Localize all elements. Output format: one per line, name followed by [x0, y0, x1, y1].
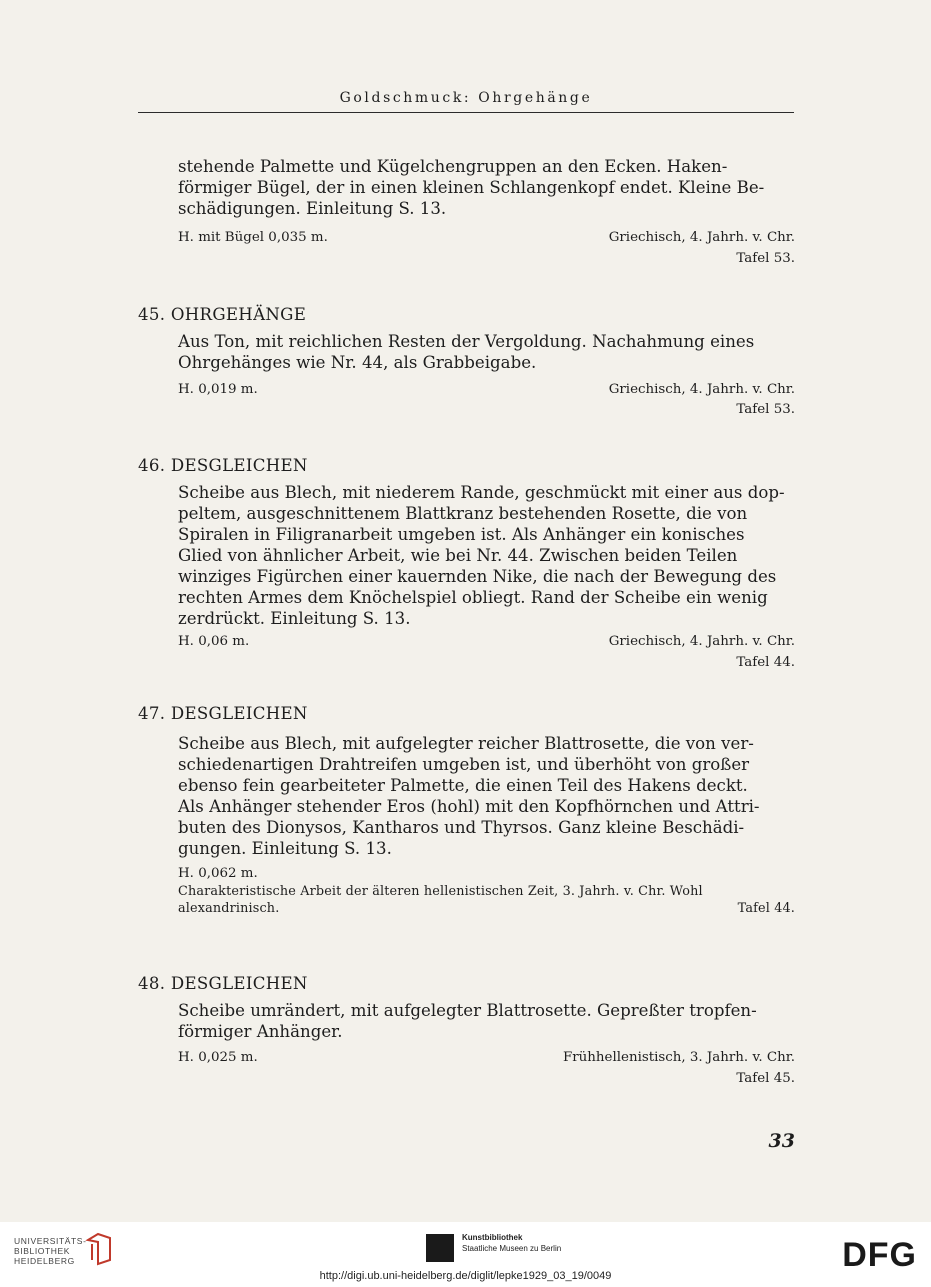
height-label: H. mit Bügel 0,035 m.: [178, 230, 328, 245]
origin-label: Griechisch, 4. Jahrh. v. Chr.: [608, 634, 795, 649]
text-line: Als Anhänger stehender Eros (hohl) mit den Kopfhörnchen und Attri-: [178, 797, 760, 816]
text-line: gungen. Einleitung S. 13.: [178, 839, 392, 858]
kunstbibliothek-label: [462, 1232, 561, 1254]
origin-label: Griechisch, 4. Jahrh. v. Chr.: [608, 382, 795, 397]
note-line-with-tafel: [178, 900, 795, 917]
entry-text: [178, 331, 795, 373]
text-line: Glied von ähnlicher Arbeit, wie bei Nr. 44. Zwischen beiden Teilen: [178, 546, 738, 565]
text-line: Scheibe aus Blech, mit niederem Rande, geschmückt mit einer aus dop-: [178, 483, 785, 502]
tafel-label: Tafel 45.: [736, 1071, 795, 1086]
entry-meta: [178, 634, 795, 649]
logo-text-line: UNIVERSITÄTS-: [14, 1236, 87, 1246]
text-line: ebenso fein gearbeiteter Palmette, die einen Teil des Hakens deckt.: [178, 776, 748, 795]
intro-meta: [178, 230, 795, 245]
text-line: Scheibe aus Blech, mit aufgelegter reicher Blattrosette, die von ver-: [178, 734, 754, 753]
logo-text-line: HEIDELBERG: [14, 1256, 75, 1266]
text-line: Spiralen in Filigranarbeit umgeben ist. Als Anhänger ein konisches: [178, 525, 745, 544]
tafel-label: Tafel 53.: [736, 251, 795, 266]
text-line: förmiger Anhänger.: [178, 1022, 343, 1041]
ub-heidelberg-logo[interactable]: [14, 1236, 87, 1266]
text-line: Scheibe umrändert, mit aufgelegter Blattrosette. Gepreßter tropfen-: [178, 1001, 757, 1020]
kunstbibliothek-logo-icon: [426, 1234, 454, 1262]
entry-heading: 48. DESGLEICHEN: [138, 974, 308, 993]
text-line: Ohrgehänges wie Nr. 44, als Grabbeigabe.: [178, 353, 537, 372]
entry-text: [178, 482, 795, 629]
header-rule: [138, 112, 794, 113]
source-url[interactable]: http://digi.ub.uni-heidelberg.de/diglit/lepke1929_03_19/0049: [319, 1270, 612, 1282]
text-line: Aus Ton, mit reichlichen Resten der Vergoldung. Nachahmung eines: [178, 332, 755, 351]
entry-text: [178, 733, 795, 859]
height-label: H. 0,062 m.: [178, 866, 258, 881]
entry-meta: [178, 866, 795, 881]
logo-text-line: BIBLIOTHEK: [14, 1246, 71, 1256]
dfg-logo[interactable]: DFG: [842, 1236, 917, 1274]
entry-heading: 45. OHRGEHÄNGE: [138, 305, 307, 324]
origin-label: Frühhellenistisch, 3. Jahrh. v. Chr.: [562, 1050, 795, 1065]
text-line: winziges Figürchen einer kauernden Nike, die nach der Bewegung des: [178, 567, 777, 586]
origin-label: Griechisch, 4. Jahrh. v. Chr.: [608, 230, 795, 245]
text-line: schädigungen. Einleitung S. 13.: [178, 199, 447, 218]
kb-title: Kunstbibliothek: [462, 1233, 523, 1242]
entry-meta: [178, 1050, 795, 1065]
kb-subtitle: Staatliche Museen zu Berlin: [462, 1244, 562, 1253]
text-line: zerdrückt. Einleitung S. 13.: [178, 609, 411, 628]
text-line: buten des Dionysos, Kantharos und Thyrsos. Ganz kleine Beschädi-: [178, 818, 745, 837]
height-label: H. 0,06 m.: [178, 634, 250, 649]
entry-meta: [178, 382, 795, 397]
height-label: H. 0,019 m.: [178, 382, 258, 397]
intro-text: [178, 156, 795, 219]
attribution-note: [178, 883, 795, 917]
note-line: alexandrinisch.: [178, 901, 280, 916]
tafel-label: Tafel 44.: [737, 901, 795, 916]
tafel-label: Tafel 53.: [736, 402, 795, 417]
text-line: förmiger Bügel, der in einen kleinen Schlangenkopf endet. Kleine Be-: [178, 178, 765, 197]
running-header: Goldschmuck: Ohrgehänge: [339, 90, 593, 106]
page-number: 33: [768, 1130, 795, 1152]
tafel-label: Tafel 44.: [736, 655, 795, 670]
entry-heading: 46. DESGLEICHEN: [138, 456, 308, 475]
text-line: schiedenartigen Drahtreifen umgeben ist, und überhöht von großer: [178, 755, 750, 774]
entry-text: [178, 1000, 795, 1042]
text-line: stehende Palmette und Kügelchengruppen an den Ecken. Haken-: [178, 157, 728, 176]
text-line: rechten Armes dem Knöchelspiel obliegt. Rand der Scheibe ein wenig: [178, 588, 768, 607]
ub-emblem-icon: [84, 1230, 114, 1266]
entry-heading: 47. DESGLEICHEN: [138, 704, 308, 723]
height-label: H. 0,025 m.: [178, 1050, 258, 1065]
note-line: Charakteristische Arbeit der älteren hellenistischen Zeit, 3. Jahrh. v. Chr. Wohl: [178, 884, 703, 899]
text-line: peltem, ausgeschnittenem Blattkranz bestehenden Rosette, die von: [178, 504, 748, 523]
